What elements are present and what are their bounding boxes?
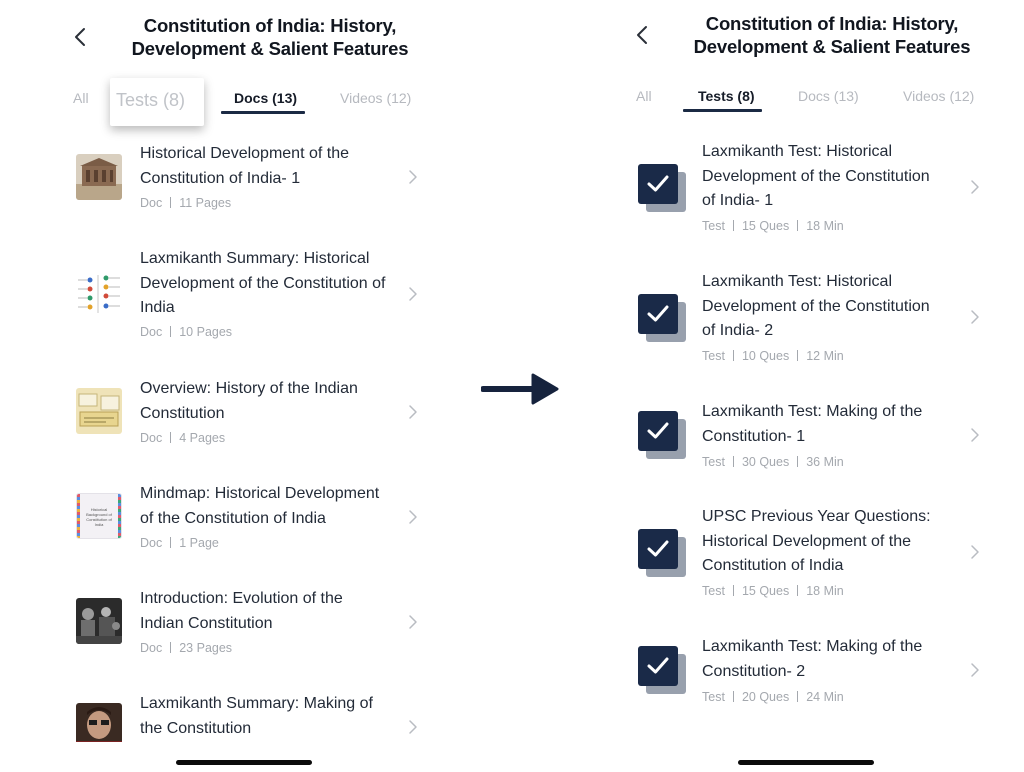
- item-type: Doc: [140, 325, 163, 339]
- item-title-line: Laxmikanth Summary: Making of: [140, 695, 373, 712]
- doc-thumbnail: [76, 271, 122, 317]
- chevron-right-icon: [970, 662, 980, 678]
- tab-tests[interactable]: Tests (8): [116, 90, 186, 110]
- chevron-left-icon: [632, 22, 654, 48]
- item-questions: 15 Ques: [741, 219, 790, 233]
- item-title-line: Development of the Constitution: [702, 297, 930, 315]
- page-title-line: Development & Salient Features: [693, 36, 971, 57]
- checkmark-icon: [646, 303, 670, 325]
- item-title-line: of the Constitution of India: [140, 509, 326, 527]
- item-meta: [702, 219, 844, 233]
- item-title-line: Development of the Constitution of: [140, 274, 386, 292]
- item-type: Doc: [140, 196, 163, 210]
- item-type: Doc: [140, 431, 163, 445]
- item-title-line: Introduction: Evolution of the: [140, 590, 343, 607]
- item-meta: [702, 349, 844, 363]
- item-questions: 30 Ques: [741, 455, 790, 469]
- item-type: Doc: [140, 536, 163, 550]
- item-duration: 36 Min: [806, 455, 844, 469]
- chevron-left-icon: [70, 24, 92, 50]
- item-title-line: Indian Constitution: [140, 614, 273, 632]
- thumbnail-caption: Historical Background of Constitution of India: [86, 507, 112, 527]
- item-title-line: Development of the Constitution: [702, 167, 930, 185]
- test-icon: [638, 411, 686, 459]
- checkmark-icon: [646, 420, 670, 442]
- page-title: [662, 12, 1002, 58]
- chevron-right-icon: [408, 509, 418, 525]
- item-questions: 20 Ques: [741, 690, 790, 704]
- tab-tests[interactable]: Tests (8): [698, 88, 755, 104]
- tests-screen: [620, 0, 1020, 772]
- item-title-line: Historical Development of the: [140, 145, 349, 162]
- tab-all[interactable]: All: [73, 90, 89, 106]
- item-title: [140, 142, 410, 191]
- item-title-line: Mindmap: Historical Development: [140, 485, 380, 502]
- item-type: Test: [702, 690, 725, 704]
- chevron-right-icon: [408, 286, 418, 302]
- docs-screen: [58, 0, 458, 772]
- item-type: Test: [702, 455, 725, 469]
- item-title: [702, 635, 972, 684]
- chevron-right-icon: [408, 614, 418, 630]
- item-meta: [702, 584, 844, 598]
- list-item[interactable]: [58, 692, 458, 742]
- item-title-line: Laxmikanth Test: Making of the: [702, 638, 923, 655]
- item-title-line: of India- 1: [702, 192, 774, 209]
- item-title-line: Laxmikanth Test: Making of the: [702, 403, 923, 420]
- item-title-line: India: [140, 299, 175, 316]
- test-icon: [638, 164, 686, 212]
- item-type: Doc: [140, 641, 163, 655]
- item-title-line: the Constitution: [140, 719, 252, 737]
- item-title: [140, 482, 410, 531]
- list-item[interactable]: [620, 400, 1020, 476]
- checkmark-icon: [646, 538, 670, 560]
- item-meta: [140, 641, 232, 655]
- checkmark-icon: [646, 173, 670, 195]
- item-pages: 1 Page: [179, 536, 219, 550]
- item-pages: 10 Pages: [179, 325, 233, 339]
- item-title: [140, 377, 410, 426]
- test-icon: [638, 294, 686, 342]
- list-item[interactable]: [620, 140, 1020, 240]
- checkmark-icon: [646, 655, 670, 677]
- item-title-line: Constitution of India: [702, 557, 844, 574]
- chevron-right-icon: [408, 404, 418, 420]
- item-duration: 24 Min: [806, 690, 844, 704]
- tab-docs[interactable]: Docs (13): [798, 88, 859, 104]
- item-title-line: Constitution: [140, 404, 225, 422]
- item-duration: 18 Min: [806, 219, 844, 233]
- page-title-line: Constitution of India: History,: [705, 13, 959, 34]
- item-duration: 12 Min: [806, 349, 844, 363]
- item-title: [702, 505, 972, 579]
- item-title-line: UPSC Previous Year Questions:: [702, 508, 931, 525]
- item-meta: [702, 455, 844, 469]
- item-meta: [702, 690, 844, 704]
- chevron-right-icon: [970, 309, 980, 325]
- item-meta: [140, 536, 219, 550]
- item-title-line: Laxmikanth Test: Historical: [702, 273, 892, 290]
- item-title-line: Constitution- 1: [702, 427, 806, 445]
- page-title: [100, 14, 440, 60]
- item-title-line: Constitution- 2: [702, 662, 806, 680]
- home-indicator[interactable]: [738, 760, 874, 765]
- list-item[interactable]: [58, 587, 458, 663]
- list-item[interactable]: [58, 482, 458, 558]
- item-type: Test: [702, 584, 725, 598]
- list-item[interactable]: [58, 142, 458, 218]
- chevron-right-icon: [408, 719, 418, 735]
- item-title-line: Laxmikanth Summary: Historical: [140, 250, 370, 267]
- item-meta: [140, 325, 232, 339]
- tab-all[interactable]: All: [636, 88, 652, 104]
- item-title: [702, 140, 972, 214]
- chevron-right-icon: [970, 427, 980, 443]
- chevron-right-icon: [408, 169, 418, 185]
- item-title: [140, 692, 410, 741]
- home-indicator[interactable]: [176, 760, 312, 765]
- list-item[interactable]: [620, 505, 1020, 605]
- item-type: Test: [702, 349, 725, 363]
- tab-docs[interactable]: Docs (13): [234, 90, 298, 106]
- item-pages: 11 Pages: [179, 196, 232, 210]
- item-title-line: Overview: History of the Indian: [140, 380, 358, 397]
- doc-thumbnail: [76, 493, 122, 539]
- item-title: [702, 270, 972, 344]
- item-questions: 10 Ques: [741, 349, 790, 363]
- tab-videos[interactable]: Videos (12): [903, 88, 975, 104]
- list-item[interactable]: [620, 270, 1020, 370]
- arrow-right-icon: [481, 371, 561, 407]
- chevron-right-icon: [970, 179, 980, 195]
- item-title-line: of India- 2: [702, 322, 774, 339]
- active-tab-underline: [221, 111, 305, 114]
- item-questions: 15 Ques: [741, 584, 790, 598]
- doc-thumbnail: [76, 598, 122, 644]
- item-pages: 4 Pages: [179, 431, 226, 445]
- item-title-line: Constitution of India- 1: [140, 169, 301, 187]
- doc-thumbnail: [76, 388, 122, 434]
- back-button[interactable]: [70, 24, 92, 50]
- item-meta: [140, 431, 225, 445]
- list-item[interactable]: [58, 377, 458, 453]
- item-title: [140, 587, 410, 636]
- item-title-line: Historical Development of the: [702, 532, 911, 550]
- page-title-line: Development & Salient Features: [131, 38, 409, 59]
- test-icon: [638, 529, 686, 577]
- chevron-right-icon: [970, 544, 980, 560]
- list-item[interactable]: [620, 635, 1020, 711]
- item-duration: 18 Min: [806, 584, 844, 598]
- doc-thumbnail: [76, 703, 122, 742]
- item-title: [702, 400, 972, 449]
- tab-videos[interactable]: Videos (12): [340, 90, 412, 106]
- active-tab-underline: [683, 109, 762, 112]
- item-pages: 23 Pages: [179, 641, 233, 655]
- item-meta: [140, 196, 231, 210]
- test-icon: [638, 646, 686, 694]
- page-title-line: Constitution of India: History,: [143, 15, 397, 36]
- doc-thumbnail: [76, 154, 122, 200]
- item-title-line: Laxmikanth Test: Historical: [702, 143, 892, 160]
- item-type: Test: [702, 219, 725, 233]
- list-item[interactable]: [58, 247, 458, 347]
- back-button[interactable]: [632, 22, 654, 48]
- item-title: [140, 247, 410, 321]
